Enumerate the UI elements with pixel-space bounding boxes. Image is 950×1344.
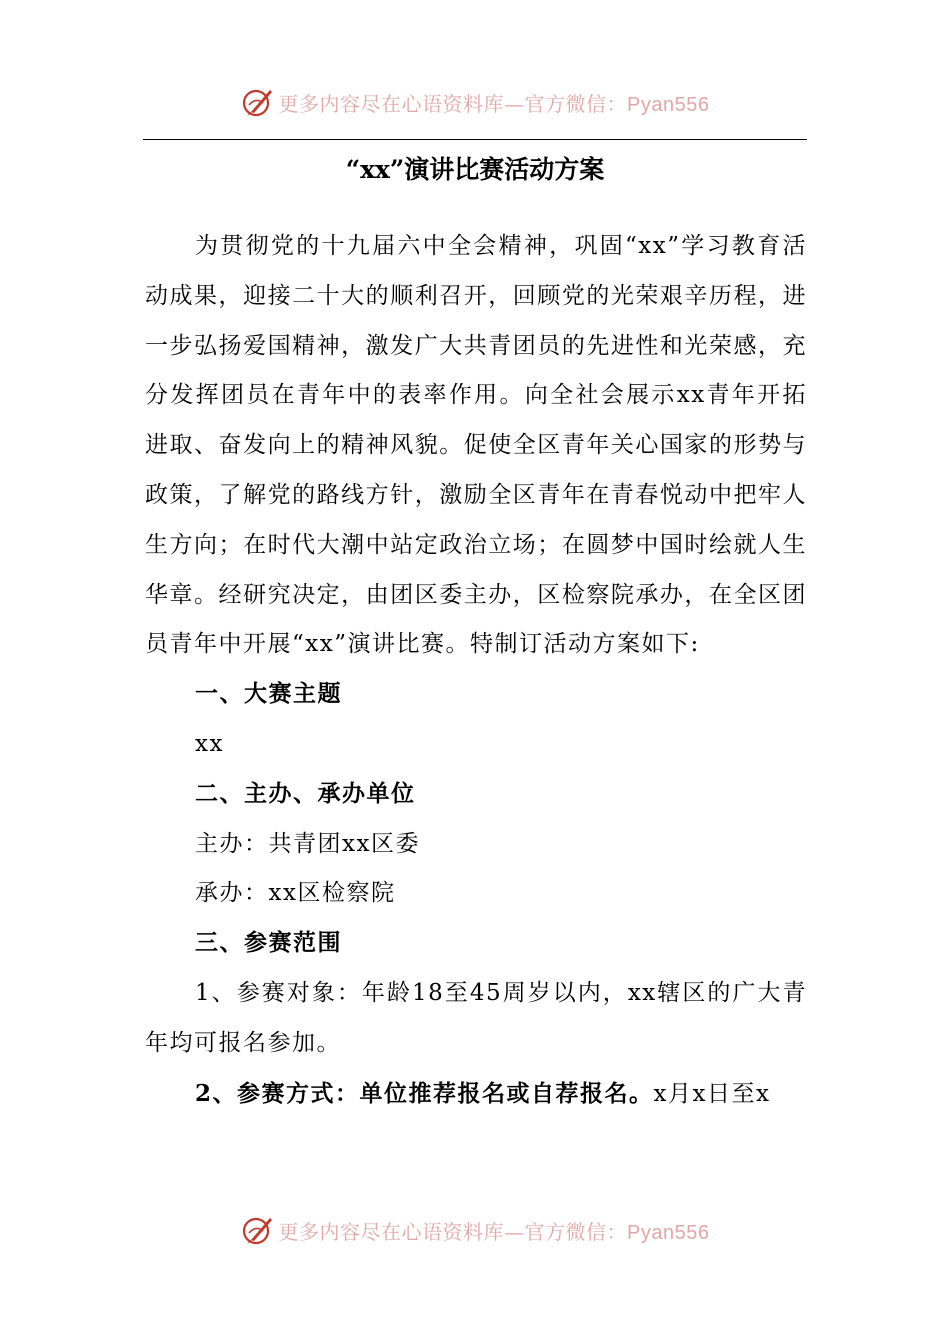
watermark-bottom [0,1210,950,1250]
host-line: 主办：共青团xx区委 [195,830,420,857]
brush-pen-logo-icon [241,85,275,119]
section-heading-scope: 三、参赛范围 [195,930,342,957]
header-rule [143,139,807,140]
section-heading-theme: 一、大赛主题 [195,681,342,708]
intro-paragraph: 为贯彻党的十九届六中全会精神，巩固“xx”学习教育活动成果，迎接二十大的顺利召开，回顾党的光荣艰辛历程，进一步弘扬爱国精神，激发广大共青团员的先进性和光荣感，充分发挥团员在青年中的表率作用。向全社会展示xx青年开拓进取、奋发向上的精神风貌。促使全区青年关心国家的形势与政策，了解党的路线方针，激励全区青年在青春悦动中把牢人生方向；在时代大潮中站定政治立场；在圆梦中国时绘就人生华章。经研究决定，由团区委主办，区检察院承办，在全区团员青年中开展“xx”演讲比赛。特制订活动方案如下: [145,233,807,658]
document-title: “xx”演讲比赛活动方案 [345,155,605,184]
watermark-top [0,82,950,122]
section-heading-organizers: 二、主办、承办单位 [195,780,416,807]
item-participants: 1、参赛对象：年龄18至45周岁以内，xx辖区的广大青年均可报名参加。 [145,979,807,1056]
brush-pen-logo-icon [241,1213,275,1247]
watermark-text: 更多内容尽在心语资料库—官方微信：Pyan556 [278,91,710,116]
item-method-rest: x月x日至x [653,1080,771,1107]
organizer-line: 承办：xx区检察院 [195,880,396,907]
theme-value: xx [195,730,224,757]
watermark-text: 更多内容尽在心语资料库—官方微信：Pyan556 [278,1219,710,1244]
item-method-bold: 2、参赛方式：单位推荐报名或自荐报名。 [195,1079,654,1107]
item-method [145,1069,807,1120]
document-body [145,222,807,1119]
